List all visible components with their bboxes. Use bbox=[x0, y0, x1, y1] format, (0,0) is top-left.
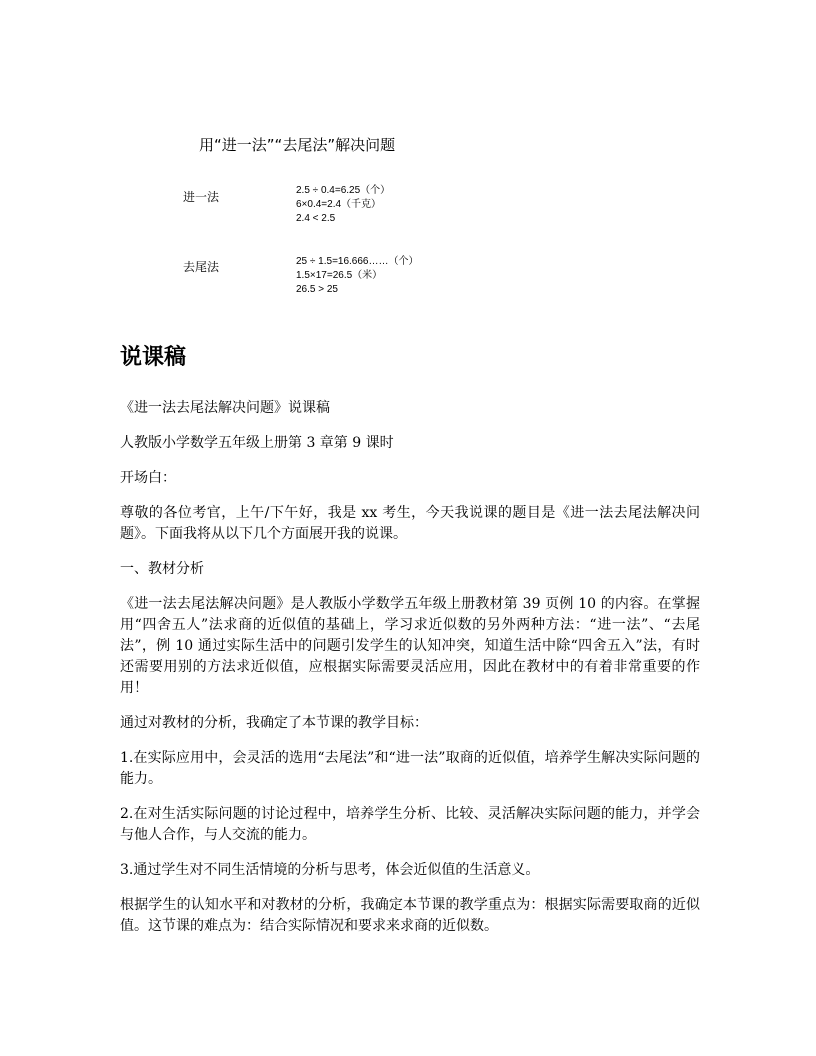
opening-label: 开场白： bbox=[120, 470, 176, 486]
textbook-info: 人教版小学数学五年级上册第 3 章第 9 课时 bbox=[120, 435, 394, 451]
calc-line: 26.5 > 25 bbox=[296, 284, 338, 295]
calc-block-jinyi bbox=[296, 184, 390, 226]
calc-line: 2.4 < 2.5 bbox=[296, 213, 336, 224]
key-points-paragraph: 根据学生的认知水平和对教材的分析，我确定本节课的教学重点为：根据实际需要取商的近似值。这节课的难点为：结合实际情况和要求来求商的近似数。 bbox=[120, 897, 700, 934]
figure-title: 用“进一法”“去尾法”解决问题 bbox=[199, 136, 396, 154]
goal-item: 1.在实际应用中，会灵活的选用“去尾法”和“进一法”取商的近似值，培养学生解决实际问题的能力。 bbox=[120, 750, 700, 787]
method-label-quwei: 去尾法 bbox=[183, 260, 220, 274]
goals-intro: 通过对教材的分析，我确定了本节课的教学目标： bbox=[120, 715, 428, 731]
opening-paragraph: 尊敬的各位考官，上午/下午好，我是 xx 考生，今天我说课的题目是《进一法去尾法解决问题》。下面我将从以下几个方面展开我的说课。 bbox=[120, 505, 700, 542]
calc-line: 1.5×17=26.5（米） bbox=[296, 270, 383, 281]
goal-item: 3.通过学生对不同生活情境的分析与思考，体会近似值的生活意义。 bbox=[120, 862, 540, 878]
goal-item: 2.在对生活实际问题的讨论过程中，培养学生分析、比较、灵活解决实际问题的能力，并学会与他人合作，与人交流的能力。 bbox=[120, 806, 700, 843]
document-body bbox=[120, 340, 700, 951]
document-heading: 说课稿 bbox=[120, 345, 187, 370]
calc-block-quwei bbox=[296, 255, 419, 297]
method-figure bbox=[0, 0, 816, 320]
calc-line: 6×0.4=2.4（千克） bbox=[296, 199, 382, 210]
calc-line: 25 ÷ 1.5=16.666……（个） bbox=[296, 256, 419, 267]
method-label-jinyi: 进一法 bbox=[183, 190, 220, 204]
analysis-paragraph: 《进一法去尾法解决问题》是人教版小学数学五年级上册教材第 39 页例 10 的内容。在掌握用“四舍五人”法求商的近似值的基础上，学习求近似数的另外两种方法：“进一法”、“去尾法”，例 10 通过实际生活中的问题引发学生的认知冲突，知道生活中除“四舍五入”法，有时还需要用别的方法求近似值，应根据实际需要灵活应用，因此在教材中的有着非常重要的作用！ bbox=[120, 596, 700, 696]
document-title-line: 《进一法去尾法解决问题》说课稿 bbox=[120, 400, 330, 416]
section-heading: 一、教材分析 bbox=[120, 561, 204, 577]
calc-line: 2.5 ÷ 0.4=6.25（个） bbox=[296, 185, 391, 196]
